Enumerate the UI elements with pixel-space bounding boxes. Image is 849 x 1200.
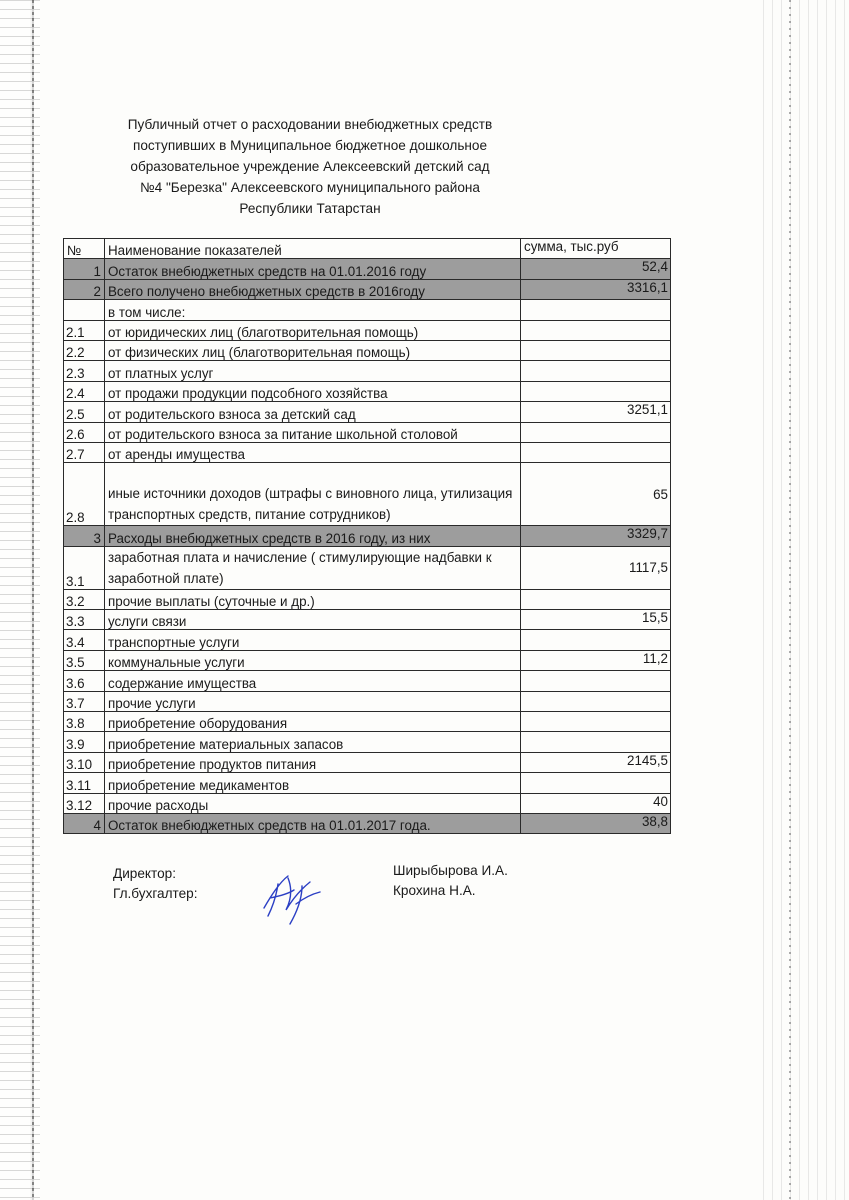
row-name: в том числе: — [105, 300, 521, 320]
row-num: 3.11 — [64, 773, 105, 793]
row-amount: 15,5 — [521, 610, 671, 630]
row-name: приобретение оборудования — [105, 712, 521, 732]
row-num: 2.5 — [64, 402, 105, 422]
row-name: от физических лиц (благотворительная помощь) — [105, 340, 521, 360]
title-line: №4 "Березка" Алексеевского муниципального района — [140, 180, 480, 195]
row-num: 3.8 — [64, 712, 105, 732]
table-row — [64, 442, 671, 462]
row-amount — [521, 381, 671, 401]
director-name: Ширыбырова И.А. — [393, 863, 508, 878]
row-num: 4 — [64, 813, 105, 833]
row-num: 3.6 — [64, 671, 105, 691]
row-name: содержание имущества — [105, 671, 521, 691]
row-name: от платных услуг — [105, 361, 521, 381]
row-name: от продажи продукции подсобного хозяйства — [105, 381, 521, 401]
scan-line-right — [789, 0, 791, 1200]
title-line: Публичный отчет о расходовании внебюджетных средств — [127, 117, 493, 132]
row-amount: 38,8 — [521, 813, 671, 833]
row-amount — [521, 773, 671, 793]
report-table — [63, 238, 671, 834]
row-name: прочие выплаты (суточные и др.) — [105, 589, 521, 609]
row-name: от аренды имущества — [105, 442, 521, 462]
row-name: от родительского взноса за детский сад — [105, 402, 521, 422]
row-name: от юридических лиц (благотворительная помощь) — [105, 320, 521, 340]
table-row — [64, 671, 671, 691]
row-amount — [521, 589, 671, 609]
table-row — [64, 773, 671, 793]
table-row — [64, 589, 671, 609]
row-name: приобретение материальных запасов — [105, 732, 521, 752]
row-num: 2.6 — [64, 422, 105, 442]
row-amount — [521, 671, 671, 691]
row-name: заработная плата и начисление ( стимулирующие надбавки к заработной плате) — [105, 546, 521, 589]
row-num: 2.8 — [64, 463, 105, 526]
title-line: образовательное учреждение Алексеевский детский сад — [130, 159, 490, 174]
row-name: Всего получено внебюджетных средств в 2016году — [105, 279, 521, 299]
table-row — [64, 793, 671, 813]
row-amount: 52,4 — [521, 259, 671, 279]
row-name: Остаток внебюджетных средств на 01.01.2017 года. — [105, 813, 521, 833]
row-name: приобретение медикаментов — [105, 773, 521, 793]
row-num: 3.10 — [64, 752, 105, 772]
report-title — [100, 114, 520, 219]
table-row — [64, 340, 671, 360]
row-amount — [521, 320, 671, 340]
table-row — [64, 752, 671, 772]
row-amount — [521, 422, 671, 442]
row-name: прочие расходы — [105, 793, 521, 813]
row-num: 2.3 — [64, 361, 105, 381]
table-row — [64, 259, 671, 279]
accountant-name: Крохина Н.А. — [393, 883, 476, 898]
accountant-signature — [258, 864, 328, 934]
row-num: 2.7 — [64, 442, 105, 462]
table-row — [64, 381, 671, 401]
row-amount: 3316,1 — [521, 279, 671, 299]
row-num: 3.9 — [64, 732, 105, 752]
row-num: 3.5 — [64, 650, 105, 670]
header-num: № — [64, 239, 105, 259]
table-row — [64, 630, 671, 650]
table-row — [64, 402, 671, 422]
row-num: 3.1 — [64, 546, 105, 589]
table-row — [64, 732, 671, 752]
row-num: 2 — [64, 279, 105, 299]
scan-line-left — [32, 0, 34, 1200]
table-row — [64, 463, 671, 526]
table-header-row — [64, 239, 671, 259]
row-name: Расходы внебюджетных средств в 2016 году, из них — [105, 526, 521, 546]
row-amount: 3251,1 — [521, 402, 671, 422]
row-amount — [521, 630, 671, 650]
table-row — [64, 813, 671, 833]
row-amount — [521, 361, 671, 381]
row-num: 3.3 — [64, 610, 105, 630]
row-amount — [521, 340, 671, 360]
row-name: от родительского взноса за питание школьной столовой — [105, 422, 521, 442]
row-name: коммунальные услуги — [105, 650, 521, 670]
row-num: 3 — [64, 526, 105, 546]
table-row — [64, 279, 671, 299]
scan-edge-right — [759, 0, 849, 1200]
row-amount: 1117,5 — [521, 546, 671, 589]
row-num: 3.12 — [64, 793, 105, 813]
table-row — [64, 361, 671, 381]
header-amount: сумма, тыс.руб — [521, 239, 671, 259]
row-name: Остаток внебюджетных средств на 01.01.2016 году — [105, 259, 521, 279]
row-amount — [521, 300, 671, 320]
scan-edge-left — [0, 0, 40, 1200]
row-amount — [521, 712, 671, 732]
row-name: транспортные услуги — [105, 630, 521, 650]
row-num: 2.2 — [64, 340, 105, 360]
row-num — [64, 300, 105, 320]
table-row — [64, 691, 671, 711]
row-num: 3.4 — [64, 630, 105, 650]
row-amount — [521, 691, 671, 711]
row-name: иные источники доходов (штрафы с виновного лица, утилизация транспортных средств, питание сотрудников) — [105, 463, 521, 526]
title-line: поступивших в Муниципальное бюджетное дошкольное — [132, 138, 488, 153]
accountant-label: Гл.бухгалтер: — [113, 886, 198, 901]
row-amount: 2145,5 — [521, 752, 671, 772]
row-name: приобретение продуктов питания — [105, 752, 521, 772]
row-num: 3.2 — [64, 589, 105, 609]
row-name: прочие услуги — [105, 691, 521, 711]
row-num: 3.7 — [64, 691, 105, 711]
row-amount: 40 — [521, 793, 671, 813]
table-row — [64, 300, 671, 320]
table-row — [64, 422, 671, 442]
table-row — [64, 610, 671, 630]
table-row — [64, 320, 671, 340]
table-row — [64, 526, 671, 546]
table-row — [64, 650, 671, 670]
director-label: Директор: — [113, 866, 176, 881]
row-num: 1 — [64, 259, 105, 279]
row-amount: 65 — [521, 463, 671, 526]
row-num: 2.4 — [64, 381, 105, 401]
row-amount — [521, 732, 671, 752]
row-amount — [521, 442, 671, 462]
table-row — [64, 546, 671, 589]
row-amount: 11,2 — [521, 650, 671, 670]
row-amount: 3329,7 — [521, 526, 671, 546]
row-num: 2.1 — [64, 320, 105, 340]
header-name: Наименование показателей — [105, 239, 521, 259]
row-name: услуги связи — [105, 610, 521, 630]
table-row — [64, 712, 671, 732]
title-line: Республики Татарстан — [239, 201, 381, 216]
